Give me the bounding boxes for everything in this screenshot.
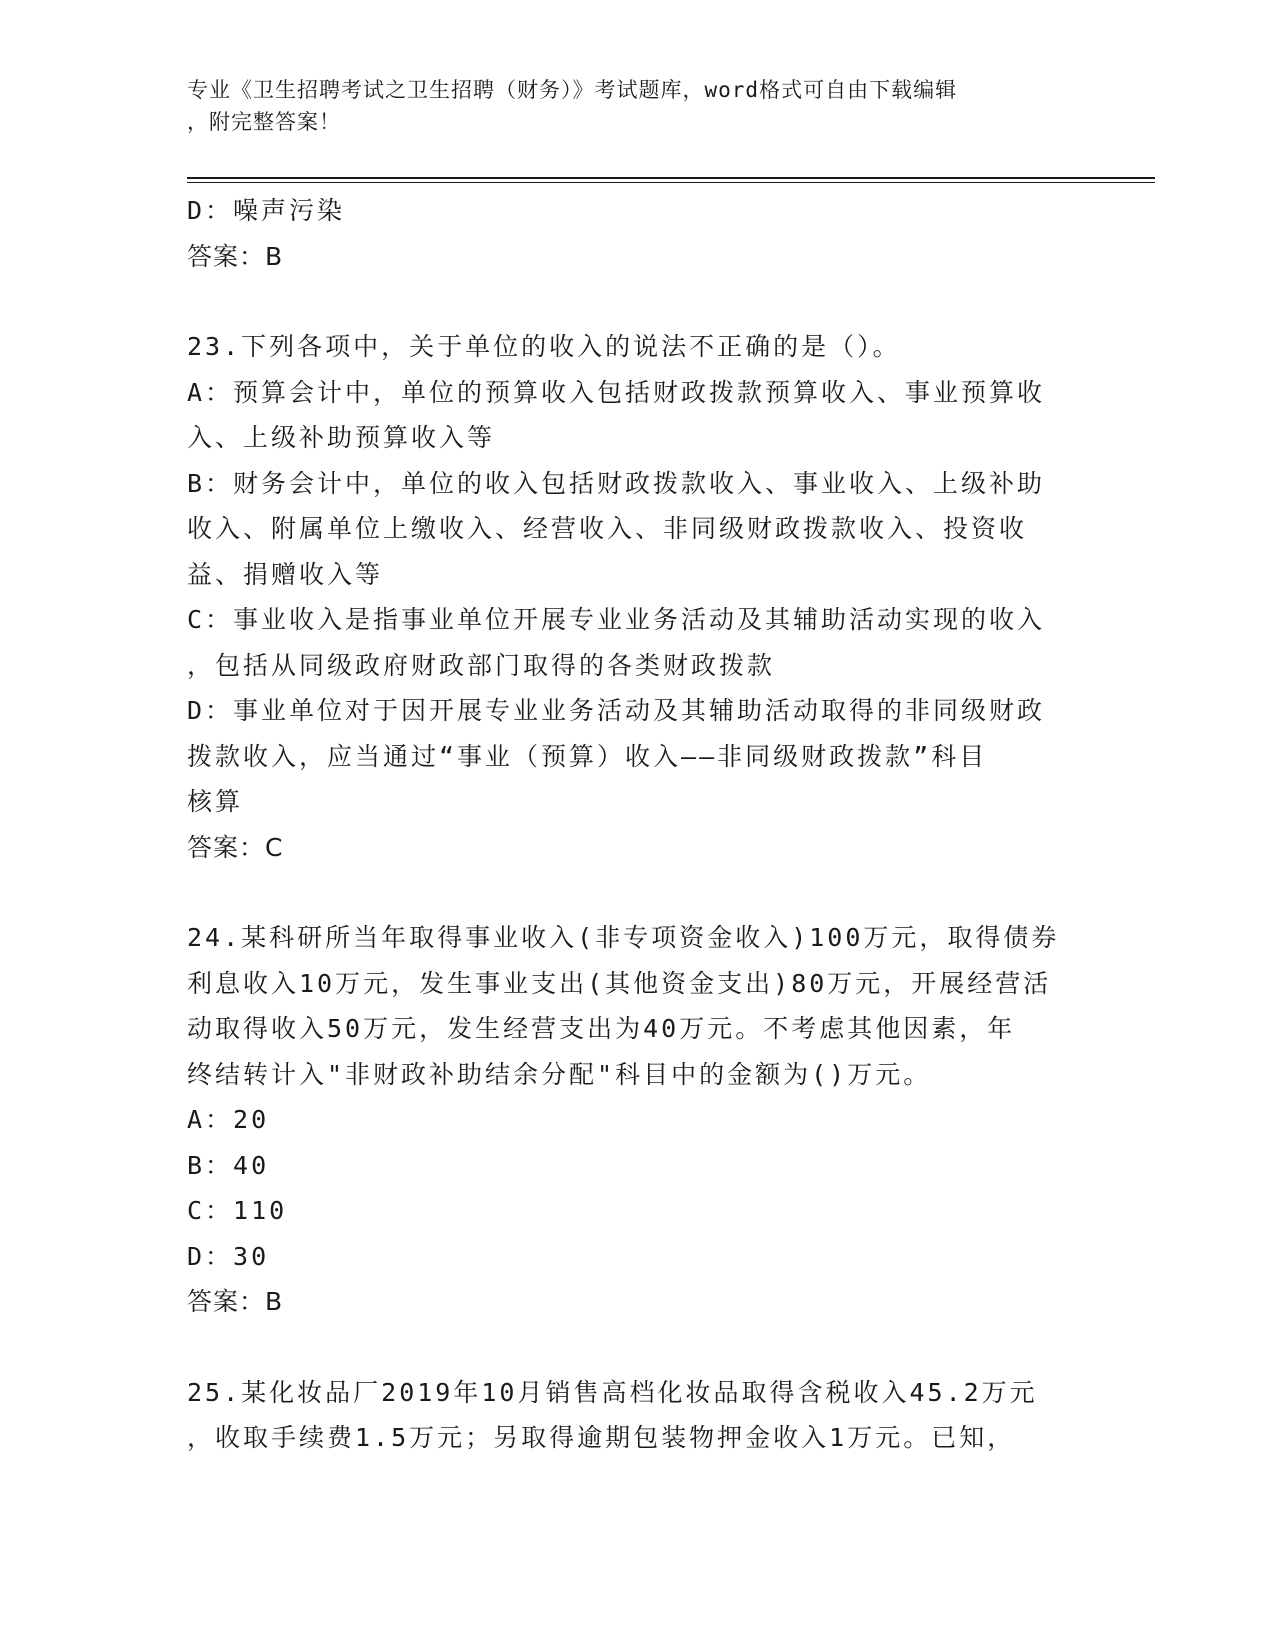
- previous-question-tail: [187, 188, 1087, 279]
- answer-line: 答案：B: [187, 241, 284, 271]
- header-divider-thin: [187, 182, 1155, 183]
- option-c: C：事业收入是指事业单位开展专业业务活动及其辅助活动实现的收入: [187, 605, 1046, 634]
- spacer: [187, 279, 1087, 324]
- question-25: [187, 1370, 1087, 1461]
- document-header: [187, 74, 1067, 138]
- question-23: [187, 324, 1087, 870]
- question-content: [187, 188, 1087, 1461]
- option-b-cont: 收入、附属单位上缴收入、经营收入、非同级财政拨款收入、投资收: [187, 514, 1028, 543]
- option-b-cont: 益、捐赠收入等: [187, 559, 384, 589]
- answer-line: 答案：C: [187, 832, 284, 862]
- spacer: [187, 1325, 1087, 1370]
- option-d: D：30: [187, 1241, 270, 1271]
- question-stem-cont: 动取得收入50万元，发生经营支出为40万元。不考虑其他因素，年: [187, 1014, 1016, 1043]
- option-b: B：财务会计中，单位的收入包括财政拨款收入、事业收入、上级补助: [187, 468, 1046, 498]
- header-line-2: ，附完整答案！: [187, 110, 341, 134]
- option-b: B：40: [187, 1150, 270, 1180]
- spacer: [187, 870, 1087, 915]
- option-d-cont: 核算: [187, 787, 244, 816]
- option-d: D：事业单位对于因开展专业业务活动及其辅助活动取得的非同级财政: [187, 696, 1046, 725]
- header-divider-thick: [187, 177, 1155, 179]
- question-stem-cont: 终结转计入"非财政补助结余分配"科目中的金额为()万元。: [187, 1059, 932, 1089]
- option-d: D：噪声污染: [187, 196, 346, 225]
- answer-line: 答案：B: [187, 1287, 284, 1316]
- question-stem-cont: ，收取手续费1.5万元；另取得逾期包装物押金收入1万元。已知，: [187, 1423, 1016, 1452]
- option-a: A：预算会计中，单位的预算收入包括财政拨款预算收入、事业预算收: [187, 377, 1046, 407]
- option-a-cont: 入、上级补助预算收入等: [187, 423, 496, 452]
- question-stem-cont: 利息收入10万元，发生事业支出(其他资金支出)80万元，开展经营活: [187, 968, 1052, 998]
- question-24: [187, 915, 1087, 1325]
- option-c: C：110: [187, 1196, 288, 1225]
- option-d-cont: 拨款收入，应当通过“事业（预算）收入——非同级财政拨款”科目: [187, 741, 988, 771]
- header-line-1: 专业《卫生招聘考试之卫生招聘（财务）》考试题库，word格式可自由下载编辑: [187, 78, 958, 102]
- question-stem: 24.某科研所当年取得事业收入(非专项资金收入)100万元，取得债券: [187, 923, 1060, 952]
- question-stem: 23.下列各项中，关于单位的收入的说法不正确的是（）。: [187, 332, 901, 361]
- option-a: A：20: [187, 1105, 270, 1134]
- option-c-cont: ，包括从同级政府财政部门取得的各类财政拨款: [187, 650, 776, 680]
- question-stem: 25.某化妆品厂2019年10月销售高档化妆品取得含税收入45.2万元: [187, 1377, 1038, 1407]
